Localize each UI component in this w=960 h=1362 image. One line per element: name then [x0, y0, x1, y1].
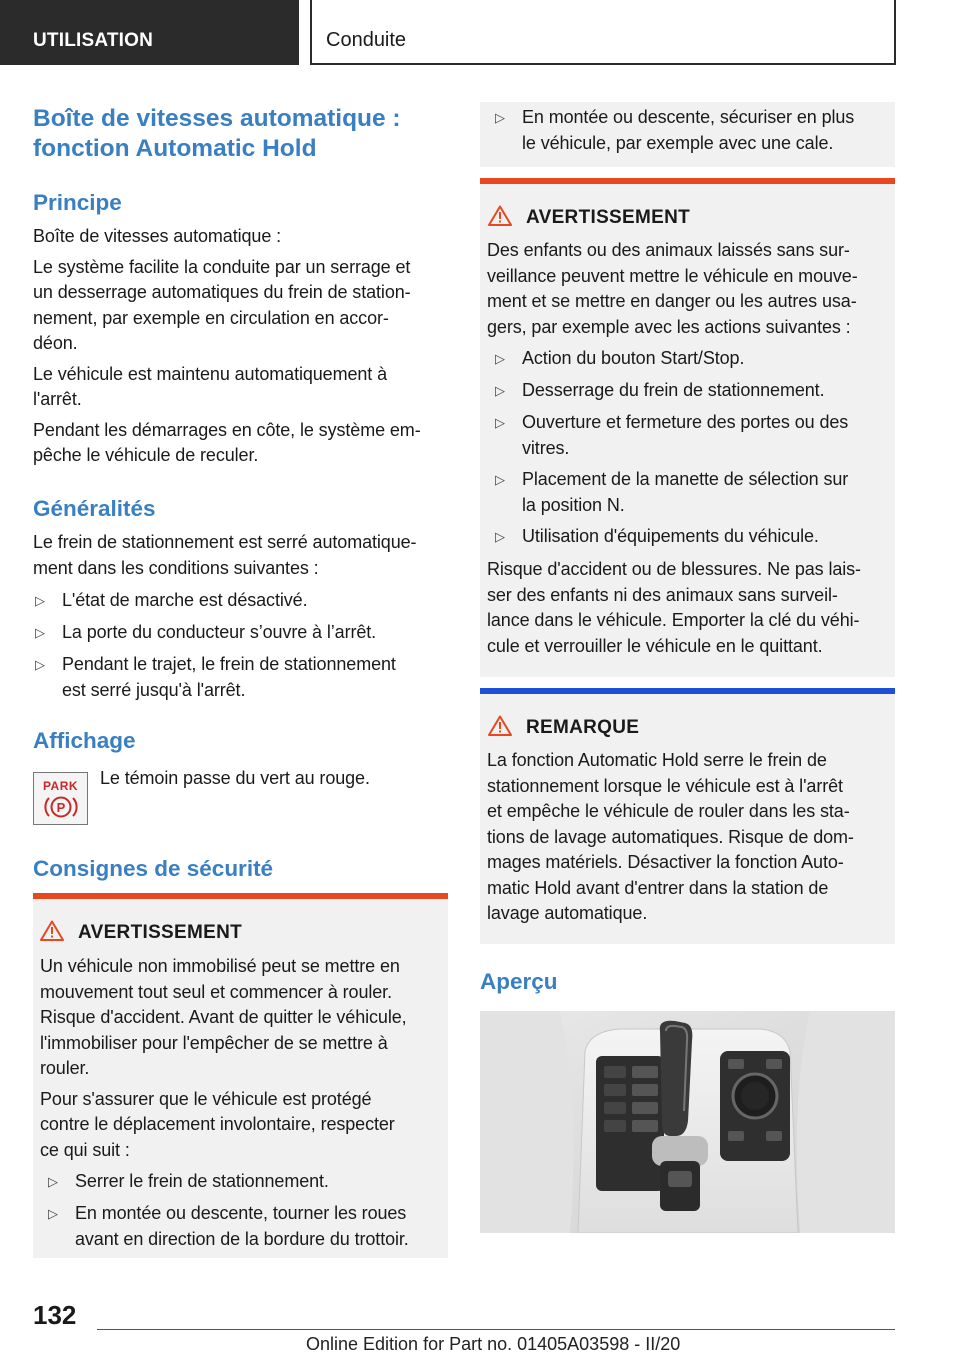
text-line: cule et verrouiller le véhicule en le quittant.	[487, 635, 823, 656]
list-item	[33, 620, 448, 646]
principe-text	[33, 224, 448, 469]
text-line: La fonction Automatic Hold serre le frein de	[487, 750, 827, 770]
warning-text	[40, 954, 442, 1163]
triangle-right-icon: ▷	[35, 625, 45, 640]
text-line: contre le déplacement involontaire, respecter	[40, 1114, 395, 1134]
list-item	[33, 588, 448, 614]
park-circle-icon	[43, 794, 79, 820]
text-line: le véhicule, par exemple avec une cale.	[522, 132, 834, 153]
text-line: pêche le véhicule de reculer.	[33, 445, 259, 465]
list-item	[493, 105, 889, 156]
heading-apercu: Aperçu	[480, 969, 558, 994]
list-item	[493, 378, 889, 404]
text-line: Boîte de vitesses automatique :	[33, 226, 282, 246]
footer-edition: Online Edition for Part no. 01405A03598 - II/20	[306, 1334, 681, 1354]
text-line: gers, par exemple avec les actions suivantes :	[487, 316, 851, 337]
list-item	[493, 467, 889, 518]
warning-outro	[487, 557, 889, 659]
heading-generalites: Généralités	[33, 496, 156, 521]
text-line: Ouverture et fermeture des portes ou des	[522, 412, 849, 432]
triangle-right-icon: ▷	[495, 529, 505, 544]
park-icon-text: PARK	[42, 779, 79, 793]
triangle-right-icon: ▷	[35, 657, 45, 672]
text-line: Des enfants ou des animaux laissés sans sur-	[487, 240, 850, 260]
park-brake-icon	[33, 772, 88, 825]
list-item	[493, 346, 889, 372]
text-line: Pendant le trajet, le frein de stationnement	[62, 654, 396, 674]
page-title	[33, 104, 401, 164]
text-line: matic Hold avant d'entrer dans la station de	[487, 877, 829, 898]
triangle-right-icon: ▷	[495, 351, 505, 366]
text-line: Le véhicule est maintenu automatiquement à	[33, 363, 388, 384]
triangle-right-icon: ▷	[35, 593, 45, 608]
text-line: En montée ou descente, sécuriser en plus	[522, 107, 855, 127]
list-item	[493, 410, 889, 461]
text-line: Un véhicule non immobilisé peut se mettre en	[40, 956, 400, 976]
note-text	[487, 748, 889, 927]
text-line: La porte du conducteur s’ouvre à l’arrêt.	[62, 622, 377, 642]
text-line: Serrer le frein de stationnement.	[75, 1171, 329, 1191]
warning-title: AVERTISSEMENT	[526, 207, 691, 228]
page-title-line: fonction Automatic Hold	[33, 135, 317, 162]
triangle-right-icon: ▷	[495, 415, 505, 430]
triangle-right-icon: ▷	[48, 1174, 58, 1189]
warning-triangle-icon	[488, 205, 512, 226]
text-line: tions de lavage automatiques. Risque de dom-	[487, 826, 854, 847]
text-line: Le système facilite la conduite par un serrage et	[33, 256, 411, 277]
triangle-right-icon: ▷	[495, 110, 505, 125]
text-line: ser des enfants ni des animaux sans surveil-	[487, 584, 838, 605]
note-title: REMARQUE	[526, 717, 640, 738]
triangle-right-icon: ▷	[495, 472, 505, 487]
warning-title: AVERTISSEMENT	[78, 922, 243, 943]
text-line: vitres.	[522, 437, 570, 458]
text-line: Le frein de stationnement est serré automatique-	[33, 532, 417, 552]
text-line: mages matériels. Désactiver la fonction Auto-	[487, 852, 844, 872]
triangle-right-icon: ▷	[495, 383, 505, 398]
text-line: l'arrêt.	[33, 389, 82, 409]
text-line: Pendant les démarrages en côte, le système em-	[33, 419, 421, 440]
header-section-tab	[0, 0, 299, 65]
text-line: Action du bouton Start/Stop.	[522, 348, 745, 368]
affichage-text: Le témoin passe du vert au rouge.	[100, 768, 370, 788]
list-item	[33, 652, 448, 703]
page-title-line: Boîte de vitesses automatique :	[33, 105, 401, 132]
footer-divider	[97, 1329, 895, 1330]
center-console-photo	[480, 1011, 895, 1233]
header-section-label: UTILISATION	[33, 30, 154, 51]
page-number: 132	[33, 1300, 77, 1330]
text-line: déon.	[33, 333, 78, 353]
header-chapter-tab	[310, 0, 896, 65]
list-item	[46, 1201, 442, 1252]
header-chapter-label: Conduite	[326, 29, 407, 51]
text-line: Desserrage du frein de stationnement.	[522, 380, 825, 400]
text-line: ment dans les conditions suivantes :	[33, 557, 319, 578]
text-line: Pour s'assurer que le véhicule est protégé	[40, 1088, 372, 1109]
heading-affichage: Affichage	[33, 728, 136, 753]
text-line: rouler.	[40, 1058, 90, 1078]
center-console-image	[480, 1011, 895, 1233]
warning-triangle-icon	[488, 715, 512, 736]
text-line: l'immobiliser pour l'empêcher de se mettre à	[40, 1032, 388, 1053]
triangle-right-icon: ▷	[48, 1206, 58, 1221]
text-line: ce qui suit :	[40, 1139, 130, 1160]
text-line: Placement de la manette de sélection sur	[522, 469, 849, 489]
text-line: stationnement lorsque le véhicule est à l'arrêt	[487, 775, 843, 796]
heading-consignes: Consignes de sécurité	[33, 856, 274, 881]
warning-text	[487, 238, 889, 340]
text-line: est serré jusqu'à l'arrêt.	[62, 679, 246, 700]
text-line: lance dans le véhicule. Emporter la clé du véhi-	[487, 610, 860, 630]
text-line: Risque d'accident. Avant de quitter le véhicule,	[40, 1007, 407, 1027]
text-line: Utilisation d'équipements du véhicule.	[522, 526, 819, 546]
text-line: mouvement tout seul et commencer à rouler.	[40, 981, 392, 1002]
generalites-intro	[33, 530, 448, 581]
text-line: la position N.	[522, 494, 625, 515]
text-line: En montée ou descente, tourner les roues	[75, 1203, 407, 1223]
svg-text:P: P	[56, 800, 66, 815]
heading-principe: Principe	[33, 190, 122, 215]
text-line: nement, par exemple en circulation en accor-	[33, 307, 389, 328]
text-line: lavage automatique.	[487, 903, 648, 923]
list-item	[493, 524, 889, 550]
text-line: ment et se mettre en danger ou les autres usa-	[487, 291, 857, 311]
text-line: et empêche le véhicule de rouler dans les sta-	[487, 801, 850, 821]
text-line: Risque d'accident ou de blessures. Ne pas lais-	[487, 559, 861, 579]
list-item	[46, 1169, 442, 1195]
text-line: L'état de marche est désactivé.	[62, 590, 308, 610]
text-line: veillance peuvent mettre le véhicule en mouve-	[487, 265, 858, 286]
warning-triangle-icon	[40, 920, 64, 941]
text-line: avant en direction de la bordure du trottoir.	[75, 1228, 409, 1249]
text-line: un desserrage automatiques du frein de station-	[33, 282, 411, 302]
